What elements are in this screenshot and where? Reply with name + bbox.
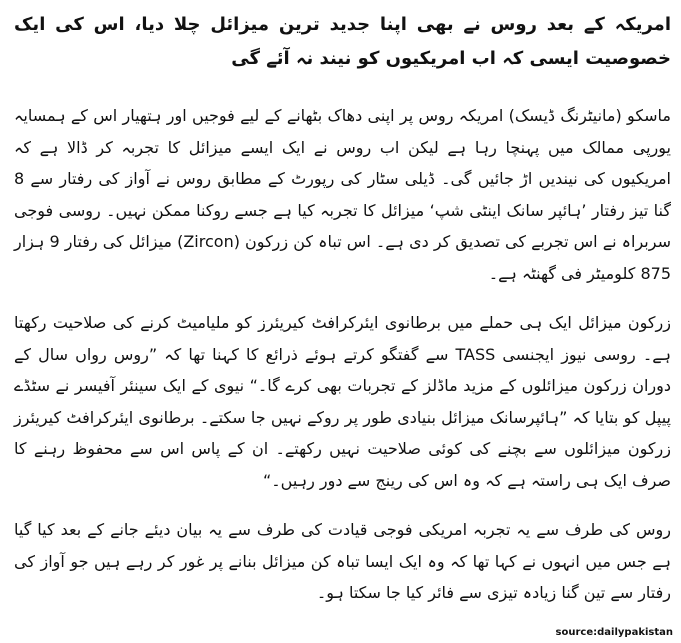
article-paragraph: ماسکو (مانیٹرنگ ڈیسک) امریکہ روس پر اپنی دھاک بٹھانے کے لیے فوجیں اور ہتھیار اس کے ہمسایہ یورپی ممالک میں پہنچا رہا ہے لیکن اب روس نے ایک ایسے میزائل کا تجربہ کر ڈالا ہے کہ امریکیوں کی نیندیں اڑ جائیں گی۔ ڈیلی سٹار کی رپورٹ کے مطابق روس نے آواز کی رفتار سے 8 گنا تیز رفتار ’ہائپر سانک اینٹی شپ‘ میزائل کا تجربہ کیا ہے جسے روکنا ممکن نہیں۔ روسی فوجی سربراہ نے اس تجربے کی تصدیق کر دی ہے۔ اس تباہ کن زرکون (Zircon) میزائل کی رفتار 9 ہزار 875 کلومیٹر فی گھنٹہ ہے۔ — [14, 106, 671, 283]
article-paragraph: روس کی طرف سے یہ تجربہ امریکی فوجی قیادت کی طرف سے یہ بیان دیئے جانے کے بعد کیا گیا ہے جس میں انہوں نے کہا تھا کہ وہ ایک ایسا تباہ کن میزائل بنانے پر غور کر رہے ہیں جو آواز کی رفتار سے تین گنا زیادہ تیزی سے فائر کیا جا سکتا ہو۔ — [14, 520, 671, 602]
source-credit: source:dailypakistan — [555, 627, 673, 638]
article-headline: امریکہ کے بعد روس نے بھی اپنا جدید ترین میزائل چلا دیا، اس کی ایک خصوصیت ایسی کہ اب امریکیوں کو نیند نہ آئے گی — [14, 14, 671, 69]
news-article — [14, 8, 671, 643]
article-paragraph: زرکون میزائل ایک ہی حملے میں برطانوی ایئرکرافٹ کیریئرز کو ملیامیٹ کرنے کی صلاحیت رکھتا ہے۔ روسی نیوز ایجنسی TASS سے گفتگو کرتے ہوئے ذرائع کا کہنا تھا کہ ”روس رواں سال کے دوران زرکون میزائلوں کے مزید ماڈلز کے تجربات بھی کرے گا۔“ نیوی کے ایک سینئر آفیسر نے سٹڈے پیپل کو بتایا کہ ”ہائپرسانک میزائل بنیادی طور پر روکے نہیں جا سکتے۔ برطانوی ایئرکرافٹ کیریئرز زرکون میزائلوں سے بچنے کی کوئی صلاحیت نہیں رکھتے۔ ان کے پاس اس سے محفوظ رہنے کا صرف ایک ہی راستہ ہے کہ وہ اس کی رینج سے دور رہیں۔“ — [14, 313, 671, 490]
